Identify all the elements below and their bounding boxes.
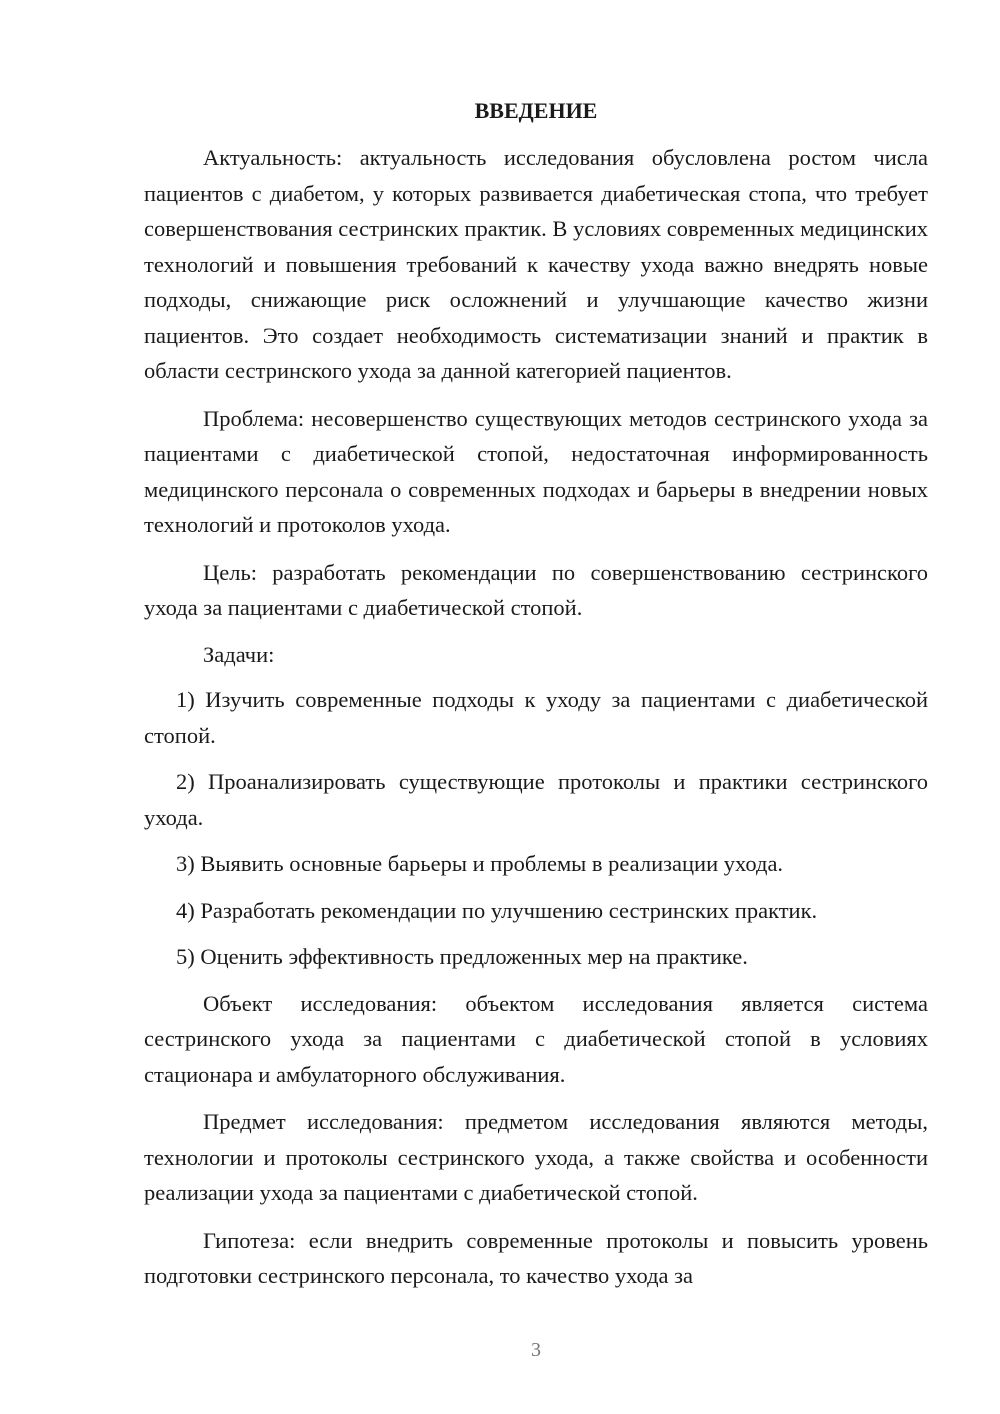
- hypothesis-paragraph: Гипотеза: если внедрить современные протоколы и повысить уровень подготовки сестринского персонала, то качество ухода за: [144, 1227, 928, 1288]
- task-item-1: 1) Изучить современные подходы к уходу за пациентами с диабетической стопой.: [144, 687, 928, 748]
- page-number: 3: [531, 1339, 541, 1361]
- relevance-paragraph: Актуальность: актуальность исследования обусловлена ростом числа пациентов с диабетом, у которых развивается диабетическая стопа, что требует совершенствования сестринских практик. В условиях современных медицинских технологий и повышения требований к качеству ухода важно внедрять новые подходы, снижающие риск осложнений и улучшающие качество жизни пациентов. Это создает необходимость систематизации знаний и практик в области сестринского ухода за данной категорией пациентов.: [144, 145, 928, 383]
- page-content: [144, 93, 928, 1306]
- task-item-3: 3) Выявить основные барьеры и проблемы в реализации ухода.: [176, 851, 784, 876]
- page-heading: ВВЕДЕНИЕ: [474, 98, 598, 123]
- goal-paragraph: Цель: разработать рекомендации по совершенствованию сестринского ухода за пациентами с диабетической стопой.: [144, 559, 928, 620]
- tasks-label: Задачи:: [203, 641, 275, 667]
- subject-paragraph: Предмет исследования: предметом исследования являются методы, технологии и протоколы сестринского ухода, а также свойства и особенности реализации ухода за пациентами с диабетической стопой.: [144, 1109, 928, 1205]
- object-paragraph: Объект исследования: объектом исследования является система сестринского ухода за пациентами с диабетической стопой в условиях стационара и амбулаторного обслуживания.: [144, 990, 928, 1087]
- problem-paragraph: Проблема: несовершенство существующих методов сестринского ухода за пациентами с диабетической стопой, недостаточная информированность медицинского персонала о современных подходах и барьеры в внедрении новых технологий и протоколов ухода.: [144, 405, 928, 537]
- task-item-5: 5) Оценить эффективность предложенных мер на практике.: [176, 944, 748, 969]
- task-item-2: 2) Проанализировать существующие протоколы и практики сестринского ухода.: [144, 769, 928, 830]
- task-item-4: 4) Разработать рекомендации по улучшению сестринских практик.: [176, 897, 818, 923]
